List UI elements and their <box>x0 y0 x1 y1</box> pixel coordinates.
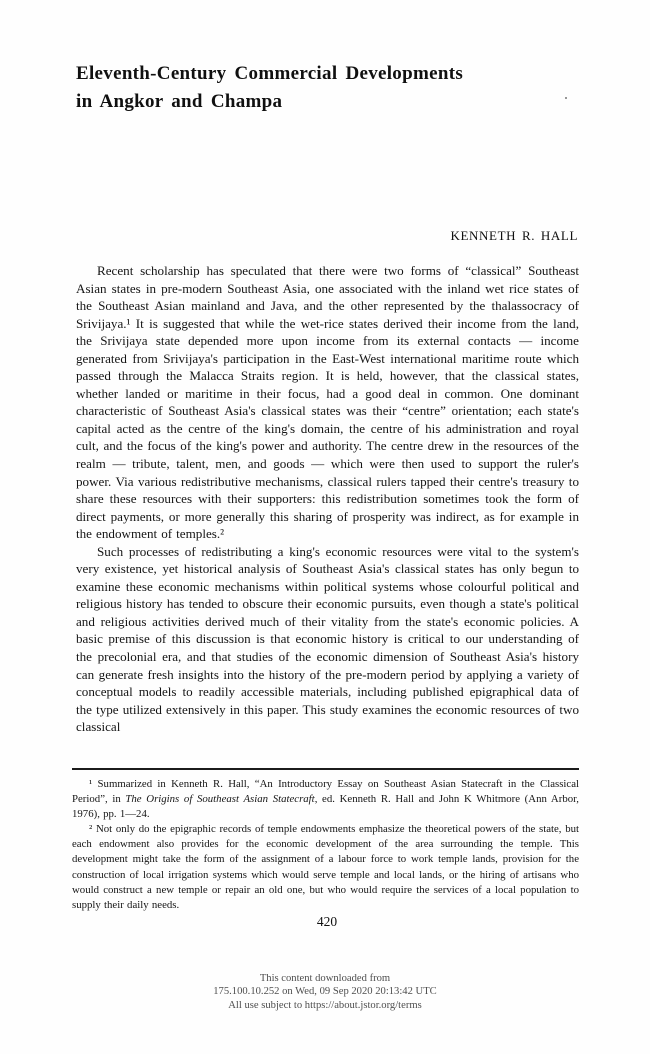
scan-speck <box>565 97 567 99</box>
jstor-footer <box>0 972 650 1012</box>
footer-line-downloaded: This content downloaded from <box>259 973 391 984</box>
footnotes-section <box>72 777 579 913</box>
footnote-divider <box>72 768 579 770</box>
footnote-1 <box>72 777 579 822</box>
footnote-1-book-title: The Origins of Southeast Asian Statecraft <box>125 793 315 806</box>
footnote-2: ² Not only do the epigraphic records of temple endowments emphasize the theoretical powers of the state, but each endowment also provides for the economic development of the area surrounding the temple. This development might take the form of the assignment of a labour force to work temple lands, provision for the construction of local irrigation systems which would serve temple and local lands, or the hiring of artisans who would construct a new temple or repair an old one, but who would require the services of a local population to supply their daily needs. <box>72 823 579 911</box>
page-number: 420 <box>316 914 338 929</box>
footnote-1-text-end: , ed. Kenneth R. Hall and John K Whitmore (Ann Arbor, 1976), pp. 1—24. <box>72 793 579 821</box>
paper-title-line2: in Angkor and Champa <box>76 91 283 112</box>
paper-title-line1: Eleventh-Century Commercial Developments <box>76 63 464 84</box>
paragraph-2: Such processes of redistributing a king's economic resources were vital to the system's very existence, yet historical analysis of Southeast Asia's classical states has only begun to examine these economic mechanisms within political systems whose colourful political and religious history has tended to obscure their economic pursuits, even though a state's political and religious activities derived much of their vitality from the state's economic policies. A basic premise of this discussion is that economic history is critical to our understanding of the precolonial era, and that studies of the economic dimension of Southeast Asia's history can generate fresh insights into the history of the pre-modern period by applying a variety of conceptual models to readily accessible materials, including published epigraphical data of the type utilized extensively in this paper. This study examines the economic resources of two classical <box>76 543 579 735</box>
article-body <box>76 262 579 736</box>
footer-line-ip-date: 175.100.10.252 on Wed, 09 Sep 2020 20:13:42 UTC <box>213 986 437 998</box>
footnote-1-text: ¹ Summarized in Kenneth R. Hall, “An Introductory Essay on Southeast Asian Statecraft in the Classical Period”, in <box>72 778 579 806</box>
paragraph-1: Recent scholarship has speculated that there were two forms of “classical” Southeast Asian states in pre-modern Southeast Asia, one associated with the inland wet rice states of the Southeast Asian mainland and Java, and the other represented by the thalassocracy of Srivijaya.¹ It is suggested that while the wet-rice states derived their income from the land, the Srivijaya state depended more upon income from its external contacts — income generated from Srivijaya's participation in the East-West international maritime route which passed through the Malacca Straits region. It is held, however, that the classical states, whether landed or maritime in their focus, had a good deal in common. One dominant characteristic of Southeast Asia's classical states was their “centre” orientation; each state's capital acted as the centre of the king's domain, the centre of his administration and royal cult, and the focus of the king's power and authority. The centre drew in the resources of the realm — tribute, talent, men, and goods — which were then used to support the ruler's power. Via various redistributive mechanisms, classical rulers tapped their centre's treasury to share these resources with their supporters: this redistribution sometimes took the form of direct payments, or more generally this sharing of prosperity was indirect, as for example in the endowment of temples.² <box>76 263 579 542</box>
author-name: KENNETH R. HALL <box>450 228 578 243</box>
footer-line-terms: All use subject to https://about.jstor.org/terms <box>228 999 422 1011</box>
paper-title <box>76 60 463 116</box>
